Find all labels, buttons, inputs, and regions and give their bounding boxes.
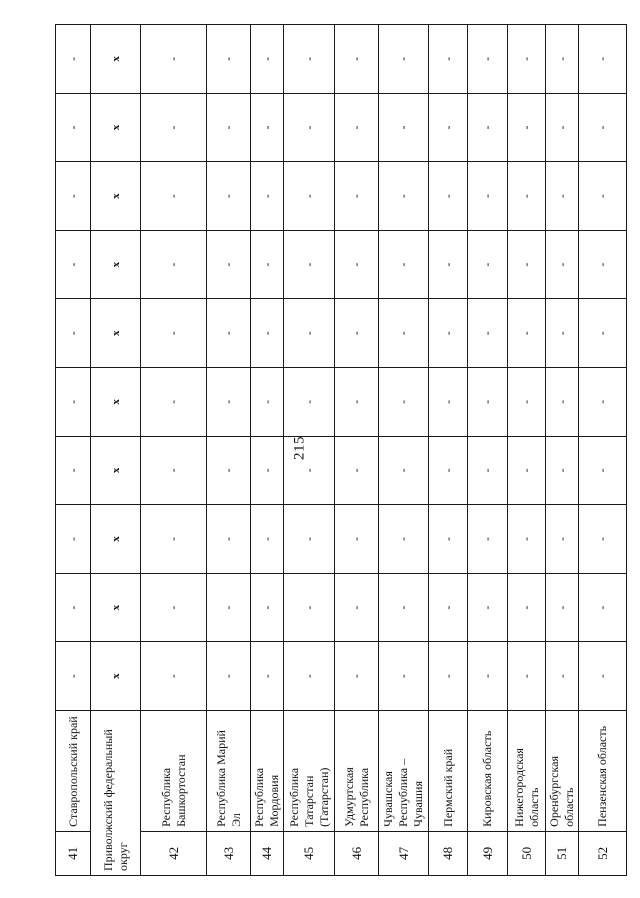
value-cell: - bbox=[508, 162, 546, 231]
value-cell: - bbox=[335, 505, 379, 574]
value-cell: - bbox=[56, 25, 91, 94]
district-name-cell: Приволжский федеральный округ bbox=[91, 710, 141, 875]
value-cell: - bbox=[141, 436, 207, 505]
value-cell: - bbox=[141, 505, 207, 574]
value-cell: - bbox=[429, 368, 468, 437]
value-cell: - bbox=[429, 25, 468, 94]
value-cell: - bbox=[141, 299, 207, 368]
table-row bbox=[141, 25, 207, 876]
value-cell: - bbox=[379, 505, 429, 574]
value-cell: - bbox=[429, 162, 468, 231]
value-cell: x bbox=[91, 162, 141, 231]
value-cell: - bbox=[508, 505, 546, 574]
value-cell: - bbox=[508, 25, 546, 94]
region-name-cell: Кировская область bbox=[468, 710, 508, 831]
value-cell: x bbox=[91, 573, 141, 642]
value-cell: - bbox=[468, 299, 508, 368]
value-cell: - bbox=[141, 573, 207, 642]
value-cell: - bbox=[284, 230, 335, 299]
value-cell: - bbox=[141, 162, 207, 231]
table-row bbox=[251, 25, 284, 876]
region-name-cell: Республика Татарстан (Татарстан) bbox=[284, 710, 335, 831]
value-cell: - bbox=[284, 368, 335, 437]
value-cell: - bbox=[546, 642, 579, 711]
value-cell: - bbox=[335, 642, 379, 711]
row-number-cell: 41 bbox=[56, 831, 91, 875]
value-cell: - bbox=[141, 230, 207, 299]
table-row bbox=[429, 25, 468, 876]
value-cell: - bbox=[579, 642, 627, 711]
table-row bbox=[579, 25, 627, 876]
value-cell: - bbox=[284, 642, 335, 711]
row-number-cell: 46 bbox=[335, 831, 379, 875]
value-cell: - bbox=[379, 436, 429, 505]
value-cell: - bbox=[429, 93, 468, 162]
region-name-cell: Республика Мордовия bbox=[251, 710, 284, 831]
value-cell: - bbox=[508, 230, 546, 299]
region-name-cell: Удмуртская Республика bbox=[335, 710, 379, 831]
value-cell: - bbox=[335, 573, 379, 642]
value-cell: - bbox=[335, 368, 379, 437]
value-cell: - bbox=[546, 573, 579, 642]
value-cell: - bbox=[429, 642, 468, 711]
value-cell: - bbox=[468, 642, 508, 711]
value-cell: - bbox=[251, 505, 284, 574]
value-cell: - bbox=[335, 93, 379, 162]
value-cell: - bbox=[468, 573, 508, 642]
value-cell: - bbox=[429, 436, 468, 505]
value-cell: - bbox=[546, 93, 579, 162]
value-cell: - bbox=[207, 25, 251, 94]
row-number-cell: 52 bbox=[579, 831, 627, 875]
value-cell: - bbox=[468, 230, 508, 299]
value-cell: - bbox=[429, 505, 468, 574]
value-cell: - bbox=[56, 505, 91, 574]
value-cell: - bbox=[546, 230, 579, 299]
value-cell: - bbox=[508, 299, 546, 368]
region-name-cell: Чувашская Республика – Чувашия bbox=[379, 710, 429, 831]
value-cell: - bbox=[251, 162, 284, 231]
value-cell: - bbox=[579, 368, 627, 437]
value-cell: - bbox=[579, 573, 627, 642]
row-number-cell: 51 bbox=[546, 831, 579, 875]
value-cell: - bbox=[207, 436, 251, 505]
value-cell: - bbox=[251, 436, 284, 505]
value-cell: - bbox=[579, 93, 627, 162]
value-cell: - bbox=[56, 299, 91, 368]
region-name-cell: Ставропольский край bbox=[56, 710, 91, 831]
value-cell: - bbox=[207, 505, 251, 574]
value-cell: - bbox=[251, 368, 284, 437]
value-cell: - bbox=[56, 368, 91, 437]
region-name-cell: Республика Марий Эл bbox=[207, 710, 251, 831]
value-cell: - bbox=[546, 299, 579, 368]
value-cell: - bbox=[429, 573, 468, 642]
value-cell: - bbox=[508, 93, 546, 162]
value-cell: - bbox=[579, 299, 627, 368]
value-cell: - bbox=[335, 230, 379, 299]
value-cell: x bbox=[91, 368, 141, 437]
value-cell: - bbox=[546, 505, 579, 574]
value-cell: - bbox=[207, 230, 251, 299]
value-cell: - bbox=[284, 299, 335, 368]
value-cell: - bbox=[379, 642, 429, 711]
value-cell: - bbox=[56, 230, 91, 299]
value-cell: - bbox=[284, 25, 335, 94]
value-cell: - bbox=[141, 642, 207, 711]
value-cell: - bbox=[141, 368, 207, 437]
value-cell: - bbox=[379, 162, 429, 231]
table-row bbox=[284, 25, 335, 876]
value-cell: - bbox=[335, 25, 379, 94]
region-table bbox=[55, 24, 627, 876]
value-cell: - bbox=[284, 436, 335, 505]
row-number-cell: 47 bbox=[379, 831, 429, 875]
row-number-cell: 43 bbox=[207, 831, 251, 875]
value-cell: - bbox=[429, 299, 468, 368]
value-cell: - bbox=[284, 93, 335, 162]
value-cell: x bbox=[91, 93, 141, 162]
value-cell: x bbox=[91, 505, 141, 574]
row-number-cell: 45 bbox=[284, 831, 335, 875]
value-cell: - bbox=[207, 573, 251, 642]
value-cell: - bbox=[379, 368, 429, 437]
table-row bbox=[508, 25, 546, 876]
row-number-cell: 42 bbox=[141, 831, 207, 875]
row-number-cell: 44 bbox=[251, 831, 284, 875]
value-cell: - bbox=[335, 299, 379, 368]
table-row bbox=[56, 25, 91, 876]
value-cell: - bbox=[379, 299, 429, 368]
value-cell: - bbox=[56, 436, 91, 505]
value-cell: - bbox=[429, 230, 468, 299]
value-cell: - bbox=[468, 93, 508, 162]
value-cell: - bbox=[579, 436, 627, 505]
value-cell: - bbox=[508, 436, 546, 505]
value-cell: - bbox=[579, 162, 627, 231]
value-cell: - bbox=[579, 25, 627, 94]
value-cell: - bbox=[207, 368, 251, 437]
value-cell: - bbox=[141, 93, 207, 162]
value-cell: - bbox=[508, 573, 546, 642]
value-cell: x bbox=[91, 25, 141, 94]
value-cell: - bbox=[468, 25, 508, 94]
region-name-cell: Пермский край bbox=[429, 710, 468, 831]
value-cell: - bbox=[251, 25, 284, 94]
value-cell: x bbox=[91, 436, 141, 505]
table-row bbox=[207, 25, 251, 876]
region-name-cell: Оренбургская область bbox=[546, 710, 579, 831]
value-cell: - bbox=[284, 162, 335, 231]
row-number-cell: 50 bbox=[508, 831, 546, 875]
value-cell: - bbox=[579, 505, 627, 574]
value-cell: - bbox=[56, 162, 91, 231]
value-cell: - bbox=[579, 230, 627, 299]
table-row bbox=[335, 25, 379, 876]
value-cell: - bbox=[251, 642, 284, 711]
value-cell: - bbox=[546, 25, 579, 94]
table-row bbox=[546, 25, 579, 876]
value-cell: - bbox=[207, 642, 251, 711]
page-number: 215 bbox=[291, 436, 308, 460]
value-cell: - bbox=[508, 368, 546, 437]
value-cell: x bbox=[91, 642, 141, 711]
table-row bbox=[379, 25, 429, 876]
value-cell: - bbox=[379, 230, 429, 299]
row-number-cell: 48 bbox=[429, 831, 468, 875]
value-cell: - bbox=[379, 573, 429, 642]
value-cell: - bbox=[335, 436, 379, 505]
value-cell: - bbox=[56, 93, 91, 162]
rotated-page bbox=[55, 24, 610, 876]
value-cell: - bbox=[468, 436, 508, 505]
region-name-cell: Нижегородская область bbox=[508, 710, 546, 831]
value-cell: - bbox=[379, 93, 429, 162]
value-cell: - bbox=[207, 93, 251, 162]
value-cell: - bbox=[251, 573, 284, 642]
value-cell: x bbox=[91, 230, 141, 299]
region-name-cell: Республика Башкортостан bbox=[141, 710, 207, 831]
value-cell: - bbox=[379, 25, 429, 94]
value-cell: - bbox=[335, 162, 379, 231]
value-cell: - bbox=[546, 436, 579, 505]
value-cell: - bbox=[251, 230, 284, 299]
table-body bbox=[56, 25, 627, 876]
region-name-cell: Пензенская область bbox=[579, 710, 627, 831]
row-number-cell: 49 bbox=[468, 831, 508, 875]
value-cell: x bbox=[91, 299, 141, 368]
value-cell: - bbox=[546, 368, 579, 437]
value-cell: - bbox=[284, 505, 335, 574]
value-cell: - bbox=[207, 162, 251, 231]
table-row bbox=[91, 25, 141, 876]
value-cell: - bbox=[207, 299, 251, 368]
value-cell: - bbox=[546, 162, 579, 231]
value-cell: - bbox=[468, 368, 508, 437]
value-cell: - bbox=[56, 642, 91, 711]
value-cell: - bbox=[468, 505, 508, 574]
table-row bbox=[468, 25, 508, 876]
value-cell: - bbox=[508, 642, 546, 711]
value-cell: - bbox=[56, 573, 91, 642]
value-cell: - bbox=[251, 93, 284, 162]
value-cell: - bbox=[468, 162, 508, 231]
value-cell: - bbox=[251, 299, 284, 368]
value-cell: - bbox=[141, 25, 207, 94]
value-cell: - bbox=[284, 573, 335, 642]
